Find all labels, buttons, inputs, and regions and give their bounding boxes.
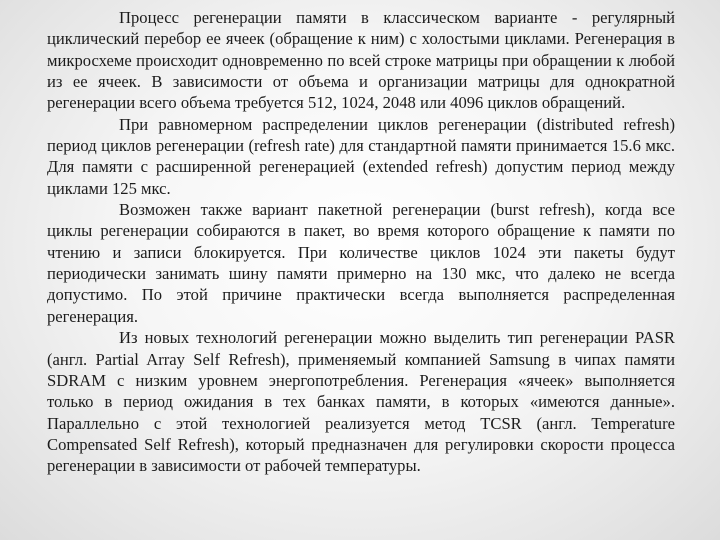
paragraph-burst-refresh: Возможен также вариант пакетной регенерации (burst refresh), когда все циклы регенерации собираются в пакет, во время которого обращение к памяти по чтению и записи блокируется. При количестве циклов 1024 эти пакеты будут периодически занимать шину памяти примерно на 130 мкс, что далеко не всегда допустимо. По этой причине практически всегда выполняется распределенная регенерация. <box>47 200 675 326</box>
paragraph-distributed-refresh: При равномерном распределении циклов регенерации (distributed refresh) период циклов регенерации (refresh rate) для стандартной памяти принимается 15.6 мкс. Для памяти с расширенной регенерацией (extended refresh) допустим период между циклами 125 мкс. <box>47 114 675 198</box>
paragraph-classic-regeneration: Процесс регенерации памяти в классическом варианте - регулярный циклический перебор ее ячеек (обращение к ним) с холостыми циклами. Регенерация в микросхеме происходит одновременно по всей строке матрицы при обращении к любой из ее ячеек. В зависимости от объема и организации матрицы для однократной регенерации всего объема требуется 512, 1024, 2048 или 4096 циклов обращений. <box>47 8 675 113</box>
text-body <box>47 7 675 477</box>
paragraph-pasr-tcsr: Из новых технологий регенерации можно выделить тип регенерации PASR (англ. Partial Array Self Refresh), применяемый компанией Samsung в чипах памяти SDRAM с низким уровнем энергопотребления. Регенерация «ячеек» выполняется только в период ожидания в тех банках памяти, в которых «имеются данные». Параллельно с этой технологией реализуется метод TCSR (англ. Temperature Compensated Self Refresh), который предназначен для регулировки скорости процесса регенерации в зависимости от рабочей температуры. <box>47 328 675 476</box>
